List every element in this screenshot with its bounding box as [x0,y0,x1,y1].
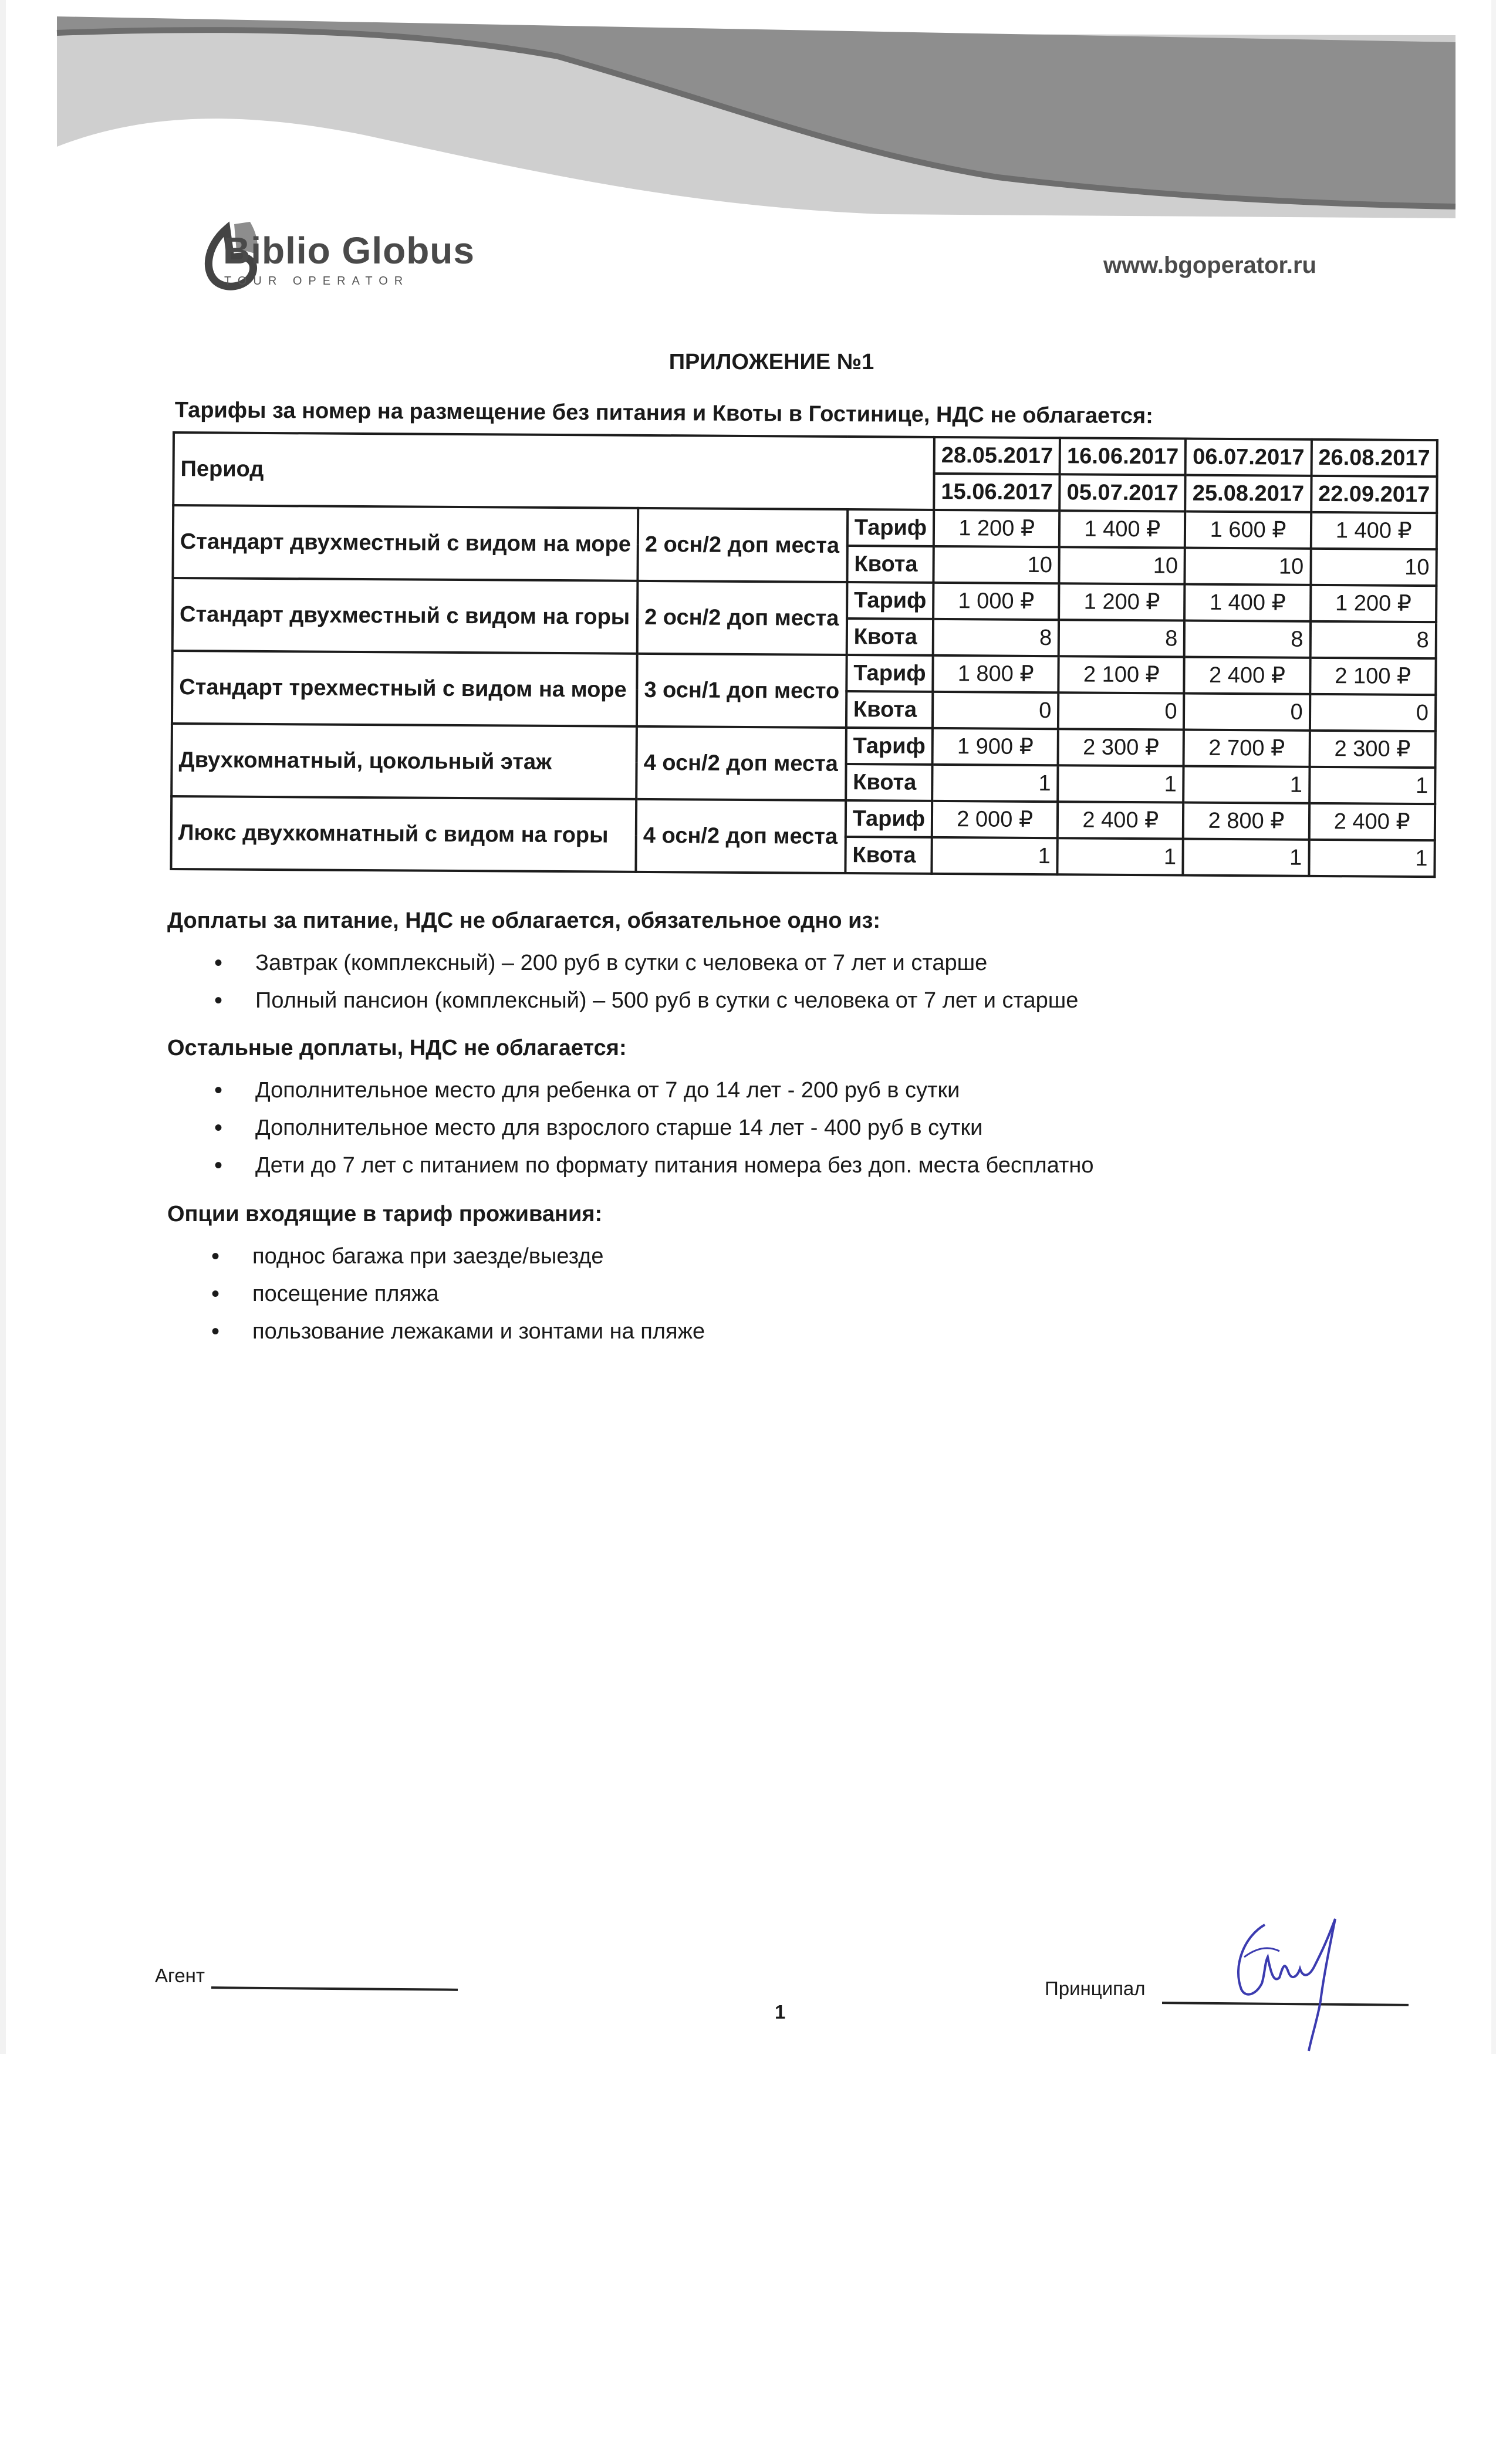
room-type-name: Люкс двухкомнатный с видом на горы [171,796,636,872]
quota-cell: 10 [934,546,1060,583]
list-item-text: Дети до 7 лет с питанием по формату питания номера без доп. места бесплатно [255,1153,1094,1178]
quota-cell: 1 [1184,766,1310,803]
room-type-name: Стандарт двухместный с видом на море [173,505,638,581]
period-from: 28.05.2017 [934,437,1061,474]
tariff-cell: 1 800 ₽ [933,655,1059,692]
tariff-cell: 1 000 ₽ [933,583,1059,620]
bullet-icon: • [211,1281,220,1307]
tariff-cell: 2 300 ₽ [1309,731,1436,768]
bullet-icon: • [211,1243,220,1269]
scan-margin-blank [0,2054,1496,2464]
tariff-cell: 2 800 ₽ [1183,803,1309,840]
brand-tagline: TOUR OPERATOR [224,275,410,288]
quota-cell: 8 [933,619,1059,656]
tariff-label: Тариф [846,728,933,765]
period-from: 06.07.2017 [1186,439,1312,476]
room-type-name: Стандарт двухместный с видом на горы [173,578,638,654]
tariff-cell: 2 400 ₽ [1184,657,1311,694]
section-heading: Доплаты за питание, НДС не облагается, обязательное одно из: [167,908,881,933]
principal-label: Принципал [1045,1978,1146,1999]
room-occupancy: 2 осн/2 доп места [637,581,847,655]
quota-cell: 8 [1310,621,1436,658]
quota-cell: 10 [1059,547,1186,584]
period-from: 26.08.2017 [1311,440,1437,476]
bullet-icon: • [214,1152,223,1178]
list-item [167,1072,1094,1109]
included-options-section [167,1202,705,1350]
tariff-cell: 1 200 ₽ [1311,585,1437,622]
tariff-cell: 2 700 ₽ [1184,730,1310,767]
page-number: 1 [775,2001,786,2023]
quota-cell: 1 [1058,838,1184,875]
scan-edge [0,0,6,2054]
tariff-row [172,651,1436,695]
table-caption: Тарифы за номер на размещение без питания и Квоты в Гостинице, НДС не облагается: [174,398,1153,429]
quota-cell: 1 [1058,765,1184,802]
quota-cell: 8 [1059,620,1185,657]
quota-cell: 1 [1309,840,1435,877]
tariff-cell: 2 100 ₽ [1059,656,1185,693]
room-occupancy: 2 осн/2 доп места [638,508,848,582]
quota-cell: 1 [1183,839,1309,876]
room-occupancy: 4 осн/2 доп места [636,799,846,873]
bullet-icon: • [214,1077,223,1103]
bullet-icon: • [214,988,223,1013]
period-header: Период [173,432,934,510]
quota-label: Квота [847,546,934,583]
quota-cell: 0 [1310,694,1436,731]
quota-cell: 0 [1058,692,1184,729]
quota-label: Квота [845,837,932,874]
tariff-cell: 1 200 ₽ [934,510,1060,547]
list-item [167,1109,1094,1147]
list-item [167,1275,705,1313]
tariff-cell: 1 400 ₽ [1311,512,1437,549]
tariff-cell: 1 400 ₽ [1185,584,1311,621]
quota-cell: 1 [932,765,1058,802]
list-item [167,1238,705,1275]
tariff-cell: 1 900 ₽ [933,728,1059,765]
room-type-name: Стандарт трехместный с видом на море [172,651,637,726]
tariff-row [171,796,1435,840]
other-supplements-list [167,1072,1094,1184]
tariff-cell: 2 300 ₽ [1058,729,1184,766]
list-item [167,944,1078,982]
bullet-icon: • [211,1319,220,1344]
website-link[interactable]: www.bgoperator.ru [1103,252,1316,278]
tariff-row [173,505,1437,549]
room-occupancy: 4 осн/2 доп места [636,726,846,800]
room-type-name: Двухкомнатный, цокольный этаж [171,724,637,799]
period-from-row [174,432,1437,476]
tariff-cell: 2 400 ₽ [1309,803,1435,840]
scan-edge [1491,0,1496,2054]
tariff-cell: 1 600 ₽ [1185,512,1311,549]
period-to: 05.07.2017 [1059,474,1186,511]
quota-cell: 10 [1185,548,1311,585]
included-options-list [167,1238,705,1350]
header-wave-graphic [0,0,1496,235]
tariff-cell: 2 000 ₽ [932,801,1058,838]
meal-supplements-section [167,908,1078,1019]
document-title: ПРИЛОЖЕНИЕ №1 [668,350,874,374]
quota-label: Квота [846,764,933,801]
list-item [167,1147,1094,1184]
agent-label: Агент [155,1965,205,1986]
bullet-icon: • [214,950,223,976]
list-item-text: посещение пляжа [252,1282,439,1306]
quota-label: Квота [847,618,934,655]
period-to: 22.09.2017 [1311,476,1437,513]
list-item-text: пользование лежаками и зонтами на пляже [252,1319,705,1344]
section-heading: Остальные доплаты, НДС не облагается: [167,1036,627,1060]
tariff-cell: 1 200 ₽ [1059,583,1185,620]
tariff-label: Тариф [846,800,933,837]
section-heading: Опции входящие в тариф проживания: [167,1202,603,1226]
agent-signature-line [211,1986,458,1991]
meal-supplements-list [167,944,1078,1019]
tariff-cell: 1 400 ₽ [1059,511,1186,547]
period-from: 16.06.2017 [1060,438,1186,475]
handwritten-signature-icon [1209,1901,1397,2054]
list-item-text: Завтрак (комплексный) – 200 руб в сутки с человека от 7 лет и старше [255,951,988,975]
tariff-label: Тариф [846,655,933,692]
quota-cell: 0 [933,692,1059,729]
list-item-text: Дополнительное место для взрослого старше 14 лет - 400 руб в сутки [255,1116,983,1140]
list-item-text: поднос багажа при заезде/выезде [252,1244,604,1269]
tariff-label: Тариф [847,509,934,546]
quota-cell: 8 [1184,621,1311,658]
tariff-label: Тариф [847,582,934,619]
tariff-cell: 2 100 ₽ [1310,658,1436,695]
period-to: 15.06.2017 [934,474,1060,511]
tariff-cell: 2 400 ₽ [1058,802,1184,839]
quota-cell: 10 [1311,549,1437,586]
quota-cell: 0 [1184,694,1310,731]
quota-cell: 1 [1309,767,1436,804]
brand-name: Biblio Globus [223,229,475,272]
room-occupancy: 3 осн/1 доп место [637,654,847,728]
bullet-icon: • [214,1115,223,1141]
other-supplements-section [167,1036,1094,1184]
quota-cell: 1 [932,837,1058,874]
list-item-text: Полный пансион (комплексный) – 500 руб в сутки с человека от 7 лет и старше [255,988,1079,1013]
list-item [167,1313,705,1350]
quota-label: Квота [846,691,933,728]
list-item [167,982,1078,1019]
list-item-text: Дополнительное место для ребенка от 7 до 14 лет - 200 руб в сутки [255,1078,960,1103]
tariff-row [173,578,1436,622]
tariff-row [172,724,1436,768]
period-to: 25.08.2017 [1186,475,1312,512]
rates-table [170,431,1438,878]
